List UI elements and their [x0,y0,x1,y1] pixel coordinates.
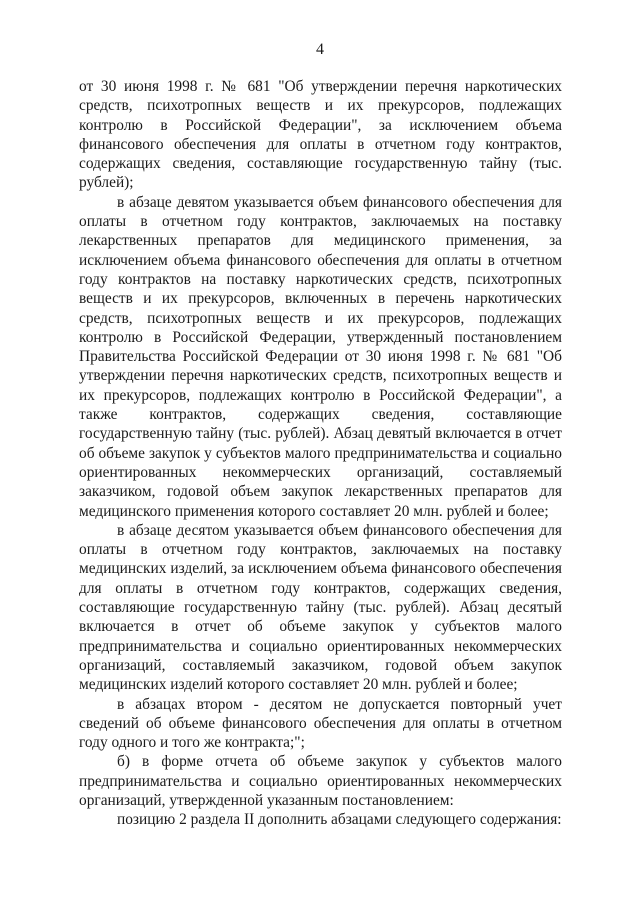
paragraph-position-2: позицию 2 раздела II дополнить абзацами следующего содержания: [117,811,562,829]
paragraph-ninth-abzac: в абзаце девятом указывается объем финансового обеспечения для оплаты в отчетном году контрактов, заключаемых на поставку лекарственных препаратов для медицинского применения, за исключением объема финансового обеспечения для оплаты в отчетном году контрактов на поставку наркотических средств, психотропных веществ и их прекурсоров, включенных в перечень наркотических средств, психотропных веществ и их прекурсоров, подлежащих контролю в Российской Федерации, утвержденный постановлением Правительства Российской Федерации от 30 июня 1998 г. № 681 "Об утверждении перечня наркотических средств, психотропных веществ и их прекурсоров, подлежащих контролю в Российской Федерации", а также контрактов, содержащих сведения, составляющие государственную тайну (тыс. рублей). Абзац девятый включается в отчет об объеме закупок у субъектов малого предпринимательства и социально ориентированных некоммерческих организаций, составляемый заказчиком, годовой объем закупок лекарственных препаратов для медицинского применения которого составляет 20 млн. рублей и более; [79,193,562,520]
paragraph-tenth-abzac: в абзаце десятом указывается объем финансового обеспечения для оплаты в отчетном году контрактов, заключаемых на поставку медицинских изделий, за исключением объема финансового обеспечения для оплаты в отчетном году контрактов, содержащих сведения, составляющие государственную тайну (тыс. рублей). Абзац десятый включается в отчет об объеме закупок у субъектов малого предпринимательства и социально ориентированных некоммерческих организаций, составляемый заказчиком, годовой объем закупок медицинских изделий которого составляет 20 млн. рублей и более; [79,521,562,694]
paragraph-item-b: б) в форме отчета об объеме закупок у субъектов малого предпринимательства и социально ориентированных некоммерческих организаций, утвержденной указанным постановлением: [79,753,562,809]
paragraph-no-duplicate-accounting: в абзацах втором - десятом не допускается повторный учет сведений об объеме финансового обеспечения для оплаты в отчетном году одного и того же контракта;"; [79,695,562,752]
page-number: 4 [316,41,324,58]
document-body [79,77,562,830]
paragraph-continuation: от 30 июня 1998 г. № 681 "Об утверждении перечня наркотических средств, психотропных веществ и их прекурсоров, подлежащих контролю в Российской Федерации", за исключением объема финансового обеспечения для оплаты в отчетном году контрактов, содержащих сведения, составляющие государственную тайну (тыс. рублей); [79,78,562,192]
